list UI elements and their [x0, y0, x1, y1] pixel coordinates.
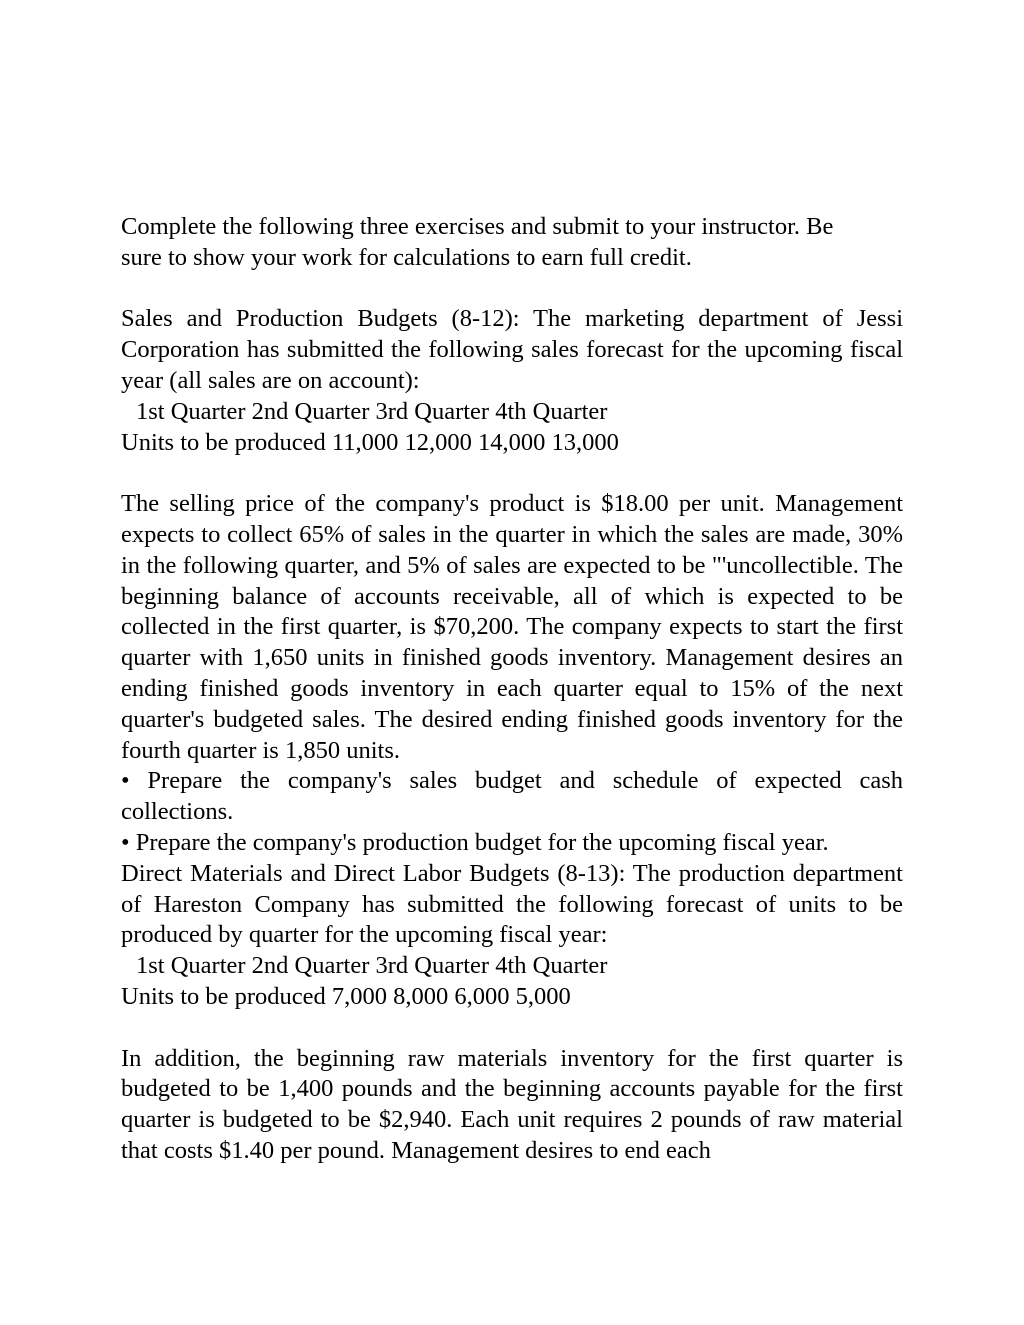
paragraph-gap [121, 1013, 903, 1044]
exercise-1-intro: Sales and Production Budgets (8-12): The marketing department of Jessi Corporation has submitted the following sales forecast for the upcoming fiscal year (all sales are on account): [121, 305, 903, 394]
paragraph-gap [121, 458, 903, 489]
intro-line-1: Complete the following three exercises and submit to your instructor. Be [121, 213, 834, 240]
exercise-2-table-header: 1st Quarter 2nd Quarter 3rd Quarter 4th Quarter [136, 952, 608, 980]
document-page [121, 212, 903, 1167]
exercise-2-table-row: Units to be produced 7,000 8,000 6,000 5,000 [121, 982, 571, 1010]
exercise-1-body: The selling price of the company's product is $18.00 per unit. Management expects to collect 65% of sales in the quarter in which the sales are made, 30% in the following quarter, and 5% of sales are expected to be "'uncollectible. The beginning balance of accounts receivable, all of which is expected to be collected in the first quarter, is $70,200. The company expects to start the first quarter with 1,650 units in finished goods inventory. Management desires an ending finished goods inventory in each quarter equal to 15% of the next quarter's budgeted sales. The desired ending finished goods inventory for the fourth quarter is 1,850 units. [121, 490, 903, 764]
intro-line-2: sure to show your work for calculations to earn full credit. [121, 243, 692, 271]
exercise-1-bullet-2: • Prepare the company's production budget for the upcoming fiscal year. [121, 828, 829, 856]
exercise-1-table-header: 1st Quarter 2nd Quarter 3rd Quarter 4th Quarter [136, 397, 608, 425]
exercise-2-body: In addition, the beginning raw materials inventory for the first quarter is budgeted to be 1,400 pounds and the beginning accounts payable for the first quarter is budgeted to be $2,940. Each unit requires 2 pounds of raw material that costs $1.40 per pound. Management desires to end each [121, 1044, 903, 1164]
exercise-2-intro: Direct Materials and Direct Labor Budgets (8-13): The production department of Hareston Company has submitted the following forecast of units to be produced by quarter for the upcoming fiscal year: [121, 859, 903, 949]
exercise-1-table-row: Units to be produced 11,000 12,000 14,000 13,000 [121, 428, 619, 456]
paragraph-gap [121, 274, 903, 305]
exercise-1-bullet-1: • Prepare the company's sales budget and schedule of expected cash collections. [121, 767, 903, 826]
